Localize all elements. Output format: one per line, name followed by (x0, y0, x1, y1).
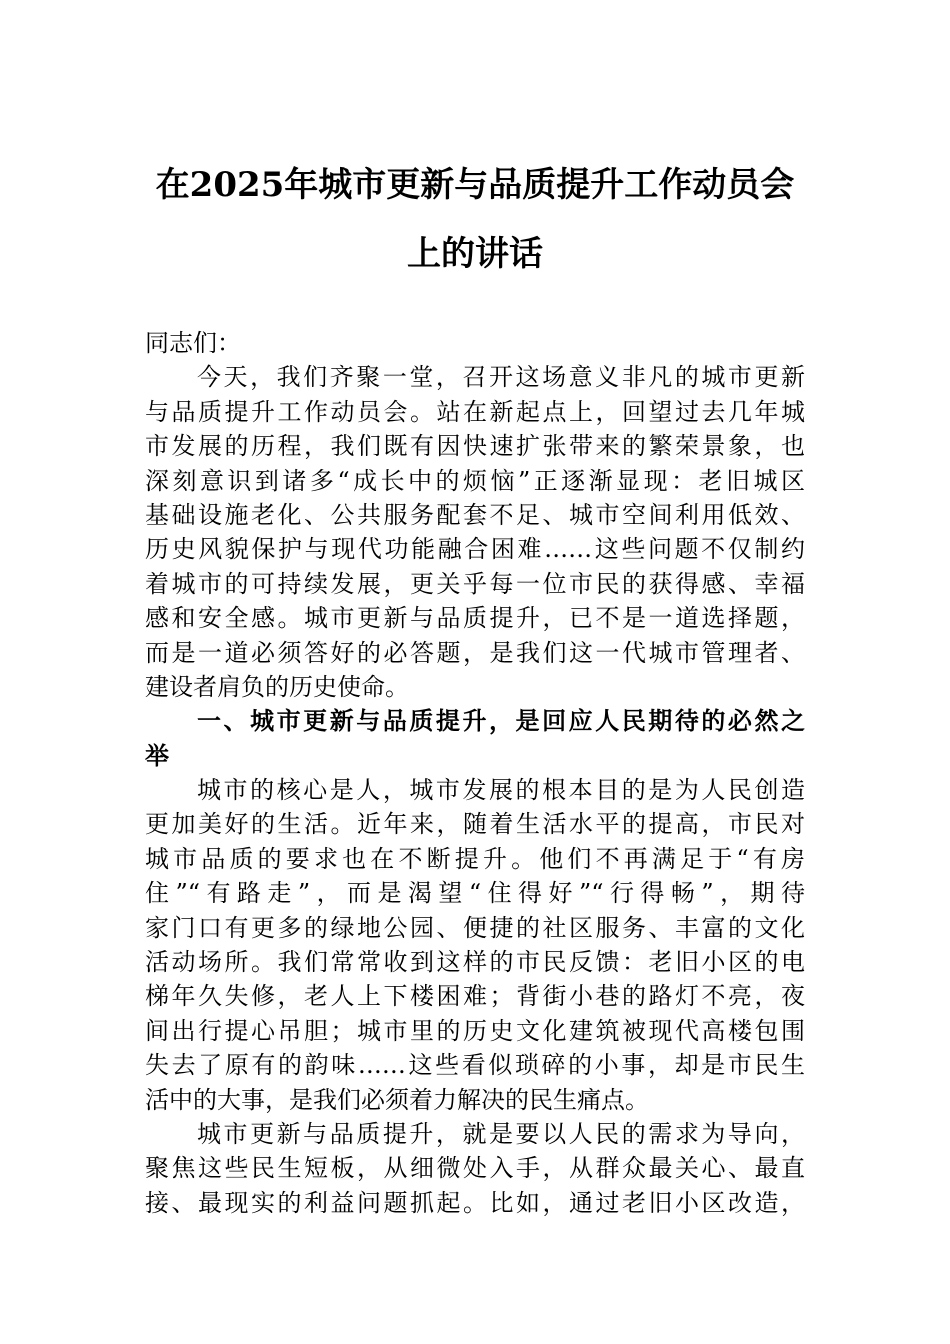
paragraph-line: 深刻意识到诸多“成长中的烦恼”正逐渐显现：老旧城区 (145, 466, 805, 495)
paragraph-line: 市发展的历程，我们既有因快速扩张带来的繁荣景象，也 (145, 432, 805, 461)
document-body (145, 326, 805, 1220)
paragraph-line: 更加美好的生活。近年来，随着生活水平的提高，市民对 (145, 810, 805, 839)
paragraph-line: 而是一道必须答好的必答题，是我们这一代城市管理者、 (145, 638, 805, 667)
heading-line: 一、城市更新与品质提升，是回应人民期待的必然之 (197, 707, 805, 736)
document-title-line-1: 在2025年城市更新与品质提升工作动员会 (155, 165, 795, 205)
paragraph-line: 城市品质的要求也在不断提升。他们不再满足于“有房 (145, 844, 805, 873)
paragraph-line: 基础设施老化、公共服务配套不足、城市空间利用低效、 (145, 500, 805, 529)
paragraph-line: 间出行提心吊胆；城市里的历史文化建筑被现代高楼包围 (145, 1016, 805, 1045)
paragraph-line: 接、最现实的利益问题抓起。比如，通过老旧小区改造， (145, 1188, 805, 1217)
section-heading-1 (145, 704, 805, 773)
paragraph-line: 建设者肩负的历史使命。 (145, 672, 409, 701)
paragraph-line: 住”“有路走”，而是渴望“住得好”“行得畅”，期待 (145, 879, 805, 908)
paragraph-line: 今天，我们齐聚一堂，召开这场意义非凡的城市更新 (197, 363, 805, 392)
paragraph-line: 城市的核心是人，城市发展的根本目的是为人民创造 (197, 776, 805, 805)
paragraph-line: 家门口有更多的绿地公园、便捷的社区服务、丰富的文化 (145, 913, 805, 942)
paragraph-line: 聚焦这些民生短板，从细微处入手，从群众最关心、最直 (145, 1154, 805, 1183)
paragraph-2 (145, 773, 805, 1117)
paragraph-3 (145, 1117, 805, 1220)
paragraph-line: 梯年久失修，老人上下楼困难；背街小巷的路灯不亮，夜 (145, 982, 805, 1011)
paragraph-line: 活中的大事，是我们必须着力解决的民生痛点。 (145, 1085, 649, 1114)
paragraph-line: 失去了原有的韵味……这些看似琐碎的小事，却是市民生 (145, 1051, 805, 1080)
paragraph-line: 感和安全感。城市更新与品质提升，已不是一道选择题， (145, 604, 805, 633)
paragraph-line: 城市更新与品质提升，就是要以人民的需求为导向， (197, 1119, 805, 1148)
heading-line: 举 (145, 741, 169, 770)
document-title-line-2: 上的讲话 (407, 234, 543, 274)
paragraph-line: 历史风貌保护与现代功能融合困难……这些问题不仅制约 (145, 535, 805, 564)
salutation: 同志们： (145, 329, 241, 357)
paragraph-line: 着城市的可持续发展，更关乎每一位市民的获得感、幸福 (145, 569, 805, 598)
paragraph-line: 活动场所。我们常常收到这样的市民反馈：老旧小区的电 (145, 948, 805, 977)
paragraph-line: 与品质提升工作动员会。站在新起点上，回望过去几年城 (145, 397, 805, 426)
paragraph-1 (145, 360, 805, 704)
